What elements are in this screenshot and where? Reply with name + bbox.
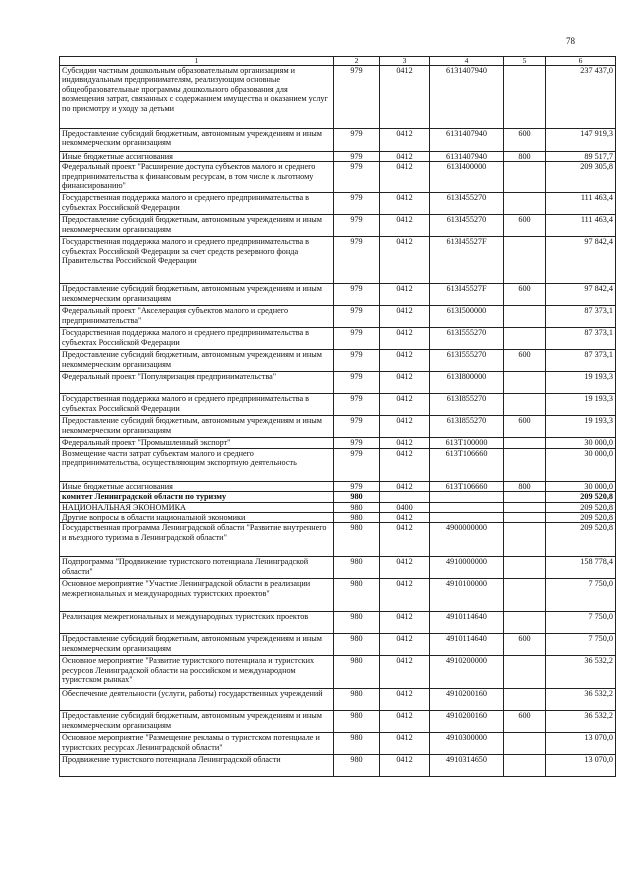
row-admin-code-cell: 979 xyxy=(334,193,380,215)
row-section-cell: 0412 xyxy=(380,755,430,777)
row-target-article-cell xyxy=(430,513,504,523)
row-amount-cell: 30 000,0 xyxy=(546,448,616,481)
row-amount-cell: 36 532,2 xyxy=(546,689,616,711)
row-expense-type-cell xyxy=(504,656,546,689)
row-section-cell: 0412 xyxy=(380,162,430,193)
row-admin-code-cell: 980 xyxy=(334,557,380,579)
row-expense-type-cell xyxy=(504,306,546,328)
table-row xyxy=(60,438,616,448)
row-target-article-cell: 613I500000 xyxy=(430,306,504,328)
row-target-article-cell: 4910200160 xyxy=(430,711,504,733)
row-expense-type-cell xyxy=(504,733,546,755)
row-target-article-cell: 4910200000 xyxy=(430,656,504,689)
row-expense-type-cell xyxy=(504,557,546,579)
row-amount-cell: 36 532,2 xyxy=(546,711,616,733)
row-name-cell: комитет Ленинградской области по туризму xyxy=(60,492,334,502)
row-expense-type-cell xyxy=(504,193,546,215)
table-row xyxy=(60,612,616,634)
row-target-article-cell: 613I400000 xyxy=(430,162,504,193)
row-amount-cell: 87 373,1 xyxy=(546,328,616,350)
row-section-cell: 0412 xyxy=(380,152,430,162)
row-expense-type-cell xyxy=(504,438,546,448)
row-section-cell: 0412 xyxy=(380,733,430,755)
row-expense-type-cell xyxy=(504,513,546,523)
row-target-article-cell: 613I555270 xyxy=(430,328,504,350)
header-col-6: 6 xyxy=(546,57,616,66)
row-expense-type-cell: 600 xyxy=(504,129,546,152)
row-name-cell: Основное мероприятие "Участие Ленинградской области в реализации межрегиональных и международных туристских проектов" xyxy=(60,579,334,612)
row-expense-type-cell xyxy=(504,689,546,711)
row-expense-type-cell xyxy=(504,502,546,512)
row-expense-type-cell xyxy=(504,372,546,394)
row-section-cell: 0412 xyxy=(380,513,430,523)
row-name-cell: Иные бюджетные ассигнования xyxy=(60,481,334,491)
row-name-cell: Предоставление субсидий бюджетным, автономным учреждениям и иным некоммерческим организациям xyxy=(60,711,334,733)
header-col-1: 1 xyxy=(60,57,334,66)
header-row xyxy=(60,57,616,66)
row-expense-type-cell: 800 xyxy=(504,152,546,162)
row-expense-type-cell xyxy=(504,755,546,777)
row-target-article-cell: 4900000000 xyxy=(430,523,504,557)
row-name-cell: Основное мероприятие "Размещение рекламы о туристском потенциале и туристских ресурсах Ленинградской области" xyxy=(60,733,334,755)
row-expense-type-cell: 600 xyxy=(504,711,546,733)
table-row xyxy=(60,523,616,557)
row-section-cell: 0412 xyxy=(380,711,430,733)
row-name-cell: Предоставление субсидий бюджетным, автономным учреждениям и иным некоммерческим организациям xyxy=(60,350,334,372)
row-section-cell: 0400 xyxy=(380,502,430,512)
row-target-article-cell: 613T106660 xyxy=(430,481,504,491)
table-row xyxy=(60,215,616,237)
row-name-cell: Федеральный проект "Расширение доступа субъектов малого и среднего предпринимательства к финансовым ресурсам, в том числе к льготному финансированию" xyxy=(60,162,334,193)
row-admin-code-cell: 979 xyxy=(334,215,380,237)
row-admin-code-cell: 979 xyxy=(334,306,380,328)
row-admin-code-cell: 979 xyxy=(334,129,380,152)
row-admin-code-cell: 980 xyxy=(334,656,380,689)
table-row xyxy=(60,328,616,350)
row-name-cell: Основное мероприятие "Развитие туристского потенциала и туристских ресурсов Ленинградской области на российском и международном туристском рынках" xyxy=(60,656,334,689)
row-name-cell: Предоставление субсидий бюджетным, автономным учреждениям и иным некоммерческим организациям xyxy=(60,634,334,656)
row-amount-cell: 87 373,1 xyxy=(546,306,616,328)
table-row xyxy=(60,284,616,306)
row-section-cell: 0412 xyxy=(380,129,430,152)
row-expense-type-cell: 600 xyxy=(504,416,546,438)
table-row xyxy=(60,416,616,438)
row-amount-cell: 30 000,0 xyxy=(546,438,616,448)
row-expense-type-cell xyxy=(504,523,546,557)
header-col-2: 2 xyxy=(334,57,380,66)
row-section-cell: 0412 xyxy=(380,237,430,284)
row-section-cell: 0412 xyxy=(380,66,430,129)
row-name-cell: Предоставление субсидий бюджетным, автономным учреждениям и иным некоммерческим организациям xyxy=(60,416,334,438)
row-amount-cell: 97 842,4 xyxy=(546,284,616,306)
table-row xyxy=(60,394,616,416)
row-amount-cell: 89 517,7 xyxy=(546,152,616,162)
row-amount-cell: 237 437,0 xyxy=(546,66,616,129)
row-name-cell: Федеральный проект "Акселерация субъектов малого и среднего предпринимательства" xyxy=(60,306,334,328)
row-expense-type-cell xyxy=(504,66,546,129)
row-target-article-cell: 613I555270 xyxy=(430,350,504,372)
row-expense-type-cell: 600 xyxy=(504,284,546,306)
row-name-cell: Государственная поддержка малого и среднего предпринимательства в субъектах Российской Федерации за счет средств резервного фонда Правительства Российской Федерации xyxy=(60,237,334,284)
row-name-cell: Субсидии частным дошкольным образовательным организациям и индивидуальным предпринимателям, реализующим основные общеобразовательные программы дошкольного образования для возмещения затрат, связанных с содержанием имущества и оказанием услуг по присмотру и уходу за детьми xyxy=(60,66,334,129)
row-admin-code-cell: 979 xyxy=(334,350,380,372)
row-amount-cell: 209 305,8 xyxy=(546,162,616,193)
row-admin-code-cell: 979 xyxy=(334,284,380,306)
row-target-article-cell xyxy=(430,502,504,512)
row-section-cell: 0412 xyxy=(380,215,430,237)
row-admin-code-cell: 979 xyxy=(334,448,380,481)
table-row xyxy=(60,689,616,711)
row-target-article-cell: 4910314650 xyxy=(430,755,504,777)
row-section-cell: 0412 xyxy=(380,689,430,711)
row-admin-code-cell: 979 xyxy=(334,66,380,129)
row-amount-cell: 147 919,3 xyxy=(546,129,616,152)
row-expense-type-cell xyxy=(504,612,546,634)
row-section-cell: 0412 xyxy=(380,481,430,491)
row-amount-cell: 97 842,4 xyxy=(546,237,616,284)
table-row xyxy=(60,152,616,162)
row-target-article-cell: 6131407940 xyxy=(430,129,504,152)
row-section-cell: 0412 xyxy=(380,612,430,634)
row-section-cell: 0412 xyxy=(380,656,430,689)
table-row xyxy=(60,372,616,394)
row-expense-type-cell xyxy=(504,448,546,481)
row-admin-code-cell: 979 xyxy=(334,394,380,416)
row-amount-cell: 7 750,0 xyxy=(546,634,616,656)
row-amount-cell: 209 520,8 xyxy=(546,523,616,557)
row-section-cell: 0412 xyxy=(380,372,430,394)
table-row xyxy=(60,162,616,193)
row-admin-code-cell: 979 xyxy=(334,438,380,448)
row-expense-type-cell xyxy=(504,162,546,193)
table-row xyxy=(60,711,616,733)
row-admin-code-cell: 979 xyxy=(334,416,380,438)
row-target-article-cell: 613I45527F xyxy=(430,284,504,306)
row-admin-code-cell: 979 xyxy=(334,481,380,491)
row-admin-code-cell: 979 xyxy=(334,237,380,284)
header-col-5: 5 xyxy=(504,57,546,66)
row-target-article-cell: 613I855270 xyxy=(430,416,504,438)
row-admin-code-cell: 980 xyxy=(334,634,380,656)
table-row xyxy=(60,237,616,284)
row-amount-cell: 7 750,0 xyxy=(546,579,616,612)
row-section-cell: 0412 xyxy=(380,523,430,557)
row-target-article-cell: 4910300000 xyxy=(430,733,504,755)
row-section-cell: 0412 xyxy=(380,557,430,579)
row-section-cell: 0412 xyxy=(380,306,430,328)
row-amount-cell: 30 000,0 xyxy=(546,481,616,491)
row-target-article-cell: 613T100000 xyxy=(430,438,504,448)
row-name-cell: Обеспечение деятельности (услуги, работы) государственных учреждений xyxy=(60,689,334,711)
row-target-article-cell: 4910100000 xyxy=(430,579,504,612)
row-name-cell: Федеральный проект "Промышленный экспорт" xyxy=(60,438,334,448)
row-name-cell: Государственная поддержка малого и среднего предпринимательства в субъектах Российской Федерации xyxy=(60,394,334,416)
row-amount-cell: 19 193,3 xyxy=(546,394,616,416)
row-expense-type-cell: 600 xyxy=(504,215,546,237)
header-col-4: 4 xyxy=(430,57,504,66)
row-admin-code-cell: 980 xyxy=(334,513,380,523)
table-row xyxy=(60,448,616,481)
row-name-cell: Предоставление субсидий бюджетным, автономным учреждениям и иным некоммерческим организациям xyxy=(60,215,334,237)
row-amount-cell: 209 520,8 xyxy=(546,502,616,512)
table-row xyxy=(60,350,616,372)
row-section-cell: 0412 xyxy=(380,438,430,448)
row-admin-code-cell: 980 xyxy=(334,755,380,777)
row-target-article-cell: 613I45527F xyxy=(430,237,504,284)
table-row xyxy=(60,193,616,215)
row-amount-cell: 13 070,0 xyxy=(546,755,616,777)
row-expense-type-cell xyxy=(504,492,546,502)
row-name-cell: Предоставление субсидий бюджетным, автономным учреждениям и иным некоммерческим организациям xyxy=(60,284,334,306)
row-admin-code-cell: 980 xyxy=(334,579,380,612)
budget-table xyxy=(59,56,616,777)
row-name-cell: Государственная программа Ленинградской области "Развитие внутреннего и въездного туризма в Ленинградской области" xyxy=(60,523,334,557)
table-row xyxy=(60,557,616,579)
row-section-cell: 0412 xyxy=(380,284,430,306)
header-col-3: 3 xyxy=(380,57,430,66)
row-expense-type-cell: 600 xyxy=(504,350,546,372)
row-expense-type-cell: 800 xyxy=(504,481,546,491)
row-admin-code-cell: 979 xyxy=(334,162,380,193)
row-amount-cell: 209 520,8 xyxy=(546,492,616,502)
row-section-cell: 0412 xyxy=(380,328,430,350)
row-admin-code-cell: 979 xyxy=(334,372,380,394)
row-name-cell: Федеральный проект "Популяризация предпринимательства" xyxy=(60,372,334,394)
row-target-article-cell: 4910000000 xyxy=(430,557,504,579)
row-expense-type-cell xyxy=(504,579,546,612)
table-row xyxy=(60,502,616,512)
row-name-cell: НАЦИОНАЛЬНАЯ ЭКОНОМИКА xyxy=(60,502,334,512)
table-row xyxy=(60,656,616,689)
table-row xyxy=(60,492,616,502)
row-amount-cell: 19 193,3 xyxy=(546,372,616,394)
table-row xyxy=(60,755,616,777)
row-target-article-cell: 6131407940 xyxy=(430,152,504,162)
table-row xyxy=(60,733,616,755)
table-row xyxy=(60,66,616,129)
row-amount-cell: 13 070,0 xyxy=(546,733,616,755)
row-admin-code-cell: 979 xyxy=(334,152,380,162)
row-admin-code-cell: 980 xyxy=(334,612,380,634)
row-name-cell: Предоставление субсидий бюджетным, автономным учреждениям и иным некоммерческим организациям xyxy=(60,129,334,152)
row-section-cell: 0412 xyxy=(380,416,430,438)
row-amount-cell: 111 463,4 xyxy=(546,215,616,237)
row-admin-code-cell: 979 xyxy=(334,328,380,350)
row-target-article-cell: 613I455270 xyxy=(430,193,504,215)
row-name-cell: Продвижение туристского потенциала Ленинградской области xyxy=(60,755,334,777)
row-amount-cell: 87 373,1 xyxy=(546,350,616,372)
row-section-cell: 0412 xyxy=(380,448,430,481)
row-name-cell: Иные бюджетные ассигнования xyxy=(60,152,334,162)
row-amount-cell: 158 778,4 xyxy=(546,557,616,579)
table-row xyxy=(60,481,616,491)
row-name-cell: Государственная поддержка малого и среднего предпринимательства в субъектах Российской Федерации xyxy=(60,193,334,215)
row-section-cell: 0412 xyxy=(380,394,430,416)
row-section-cell xyxy=(380,492,430,502)
row-target-article-cell: 4910114640 xyxy=(430,634,504,656)
row-admin-code-cell: 980 xyxy=(334,492,380,502)
row-name-cell: Подпрограмма "Продвижение туристского потенциала Ленинградской области" xyxy=(60,557,334,579)
row-target-article-cell: 4910200160 xyxy=(430,689,504,711)
row-section-cell: 0412 xyxy=(380,193,430,215)
row-expense-type-cell: 600 xyxy=(504,634,546,656)
row-admin-code-cell: 980 xyxy=(334,711,380,733)
table-row xyxy=(60,579,616,612)
row-expense-type-cell xyxy=(504,394,546,416)
row-name-cell: Другие вопросы в области национальной экономики xyxy=(60,513,334,523)
row-amount-cell: 7 750,0 xyxy=(546,612,616,634)
row-amount-cell: 111 463,4 xyxy=(546,193,616,215)
row-amount-cell: 209 520,8 xyxy=(546,513,616,523)
row-amount-cell: 19 193,3 xyxy=(546,416,616,438)
row-admin-code-cell: 980 xyxy=(334,689,380,711)
row-target-article-cell: 613I855270 xyxy=(430,394,504,416)
row-name-cell: Реализация межрегиональных и международных туристских проектов xyxy=(60,612,334,634)
row-section-cell: 0412 xyxy=(380,634,430,656)
row-expense-type-cell xyxy=(504,328,546,350)
row-admin-code-cell: 980 xyxy=(334,733,380,755)
row-target-article-cell: 4910114640 xyxy=(430,612,504,634)
row-section-cell: 0412 xyxy=(380,579,430,612)
row-section-cell: 0412 xyxy=(380,350,430,372)
row-target-article-cell xyxy=(430,492,504,502)
page-number: 78 xyxy=(566,36,575,46)
row-name-cell: Возмещение части затрат субъектам малого и среднего предпринимательства, осуществляющим экспортную деятельность xyxy=(60,448,334,481)
table-row xyxy=(60,129,616,152)
row-expense-type-cell xyxy=(504,237,546,284)
table-row xyxy=(60,306,616,328)
row-admin-code-cell: 980 xyxy=(334,523,380,557)
row-admin-code-cell: 980 xyxy=(334,502,380,512)
row-target-article-cell: 613I800000 xyxy=(430,372,504,394)
row-target-article-cell: 6131407940 xyxy=(430,66,504,129)
row-target-article-cell: 613T106660 xyxy=(430,448,504,481)
table-row xyxy=(60,634,616,656)
row-amount-cell: 36 532,2 xyxy=(546,656,616,689)
row-name-cell: Государственная поддержка малого и среднего предпринимательства в субъектах Российской Федерации xyxy=(60,328,334,350)
row-target-article-cell: 613I455270 xyxy=(430,215,504,237)
table-row xyxy=(60,513,616,523)
